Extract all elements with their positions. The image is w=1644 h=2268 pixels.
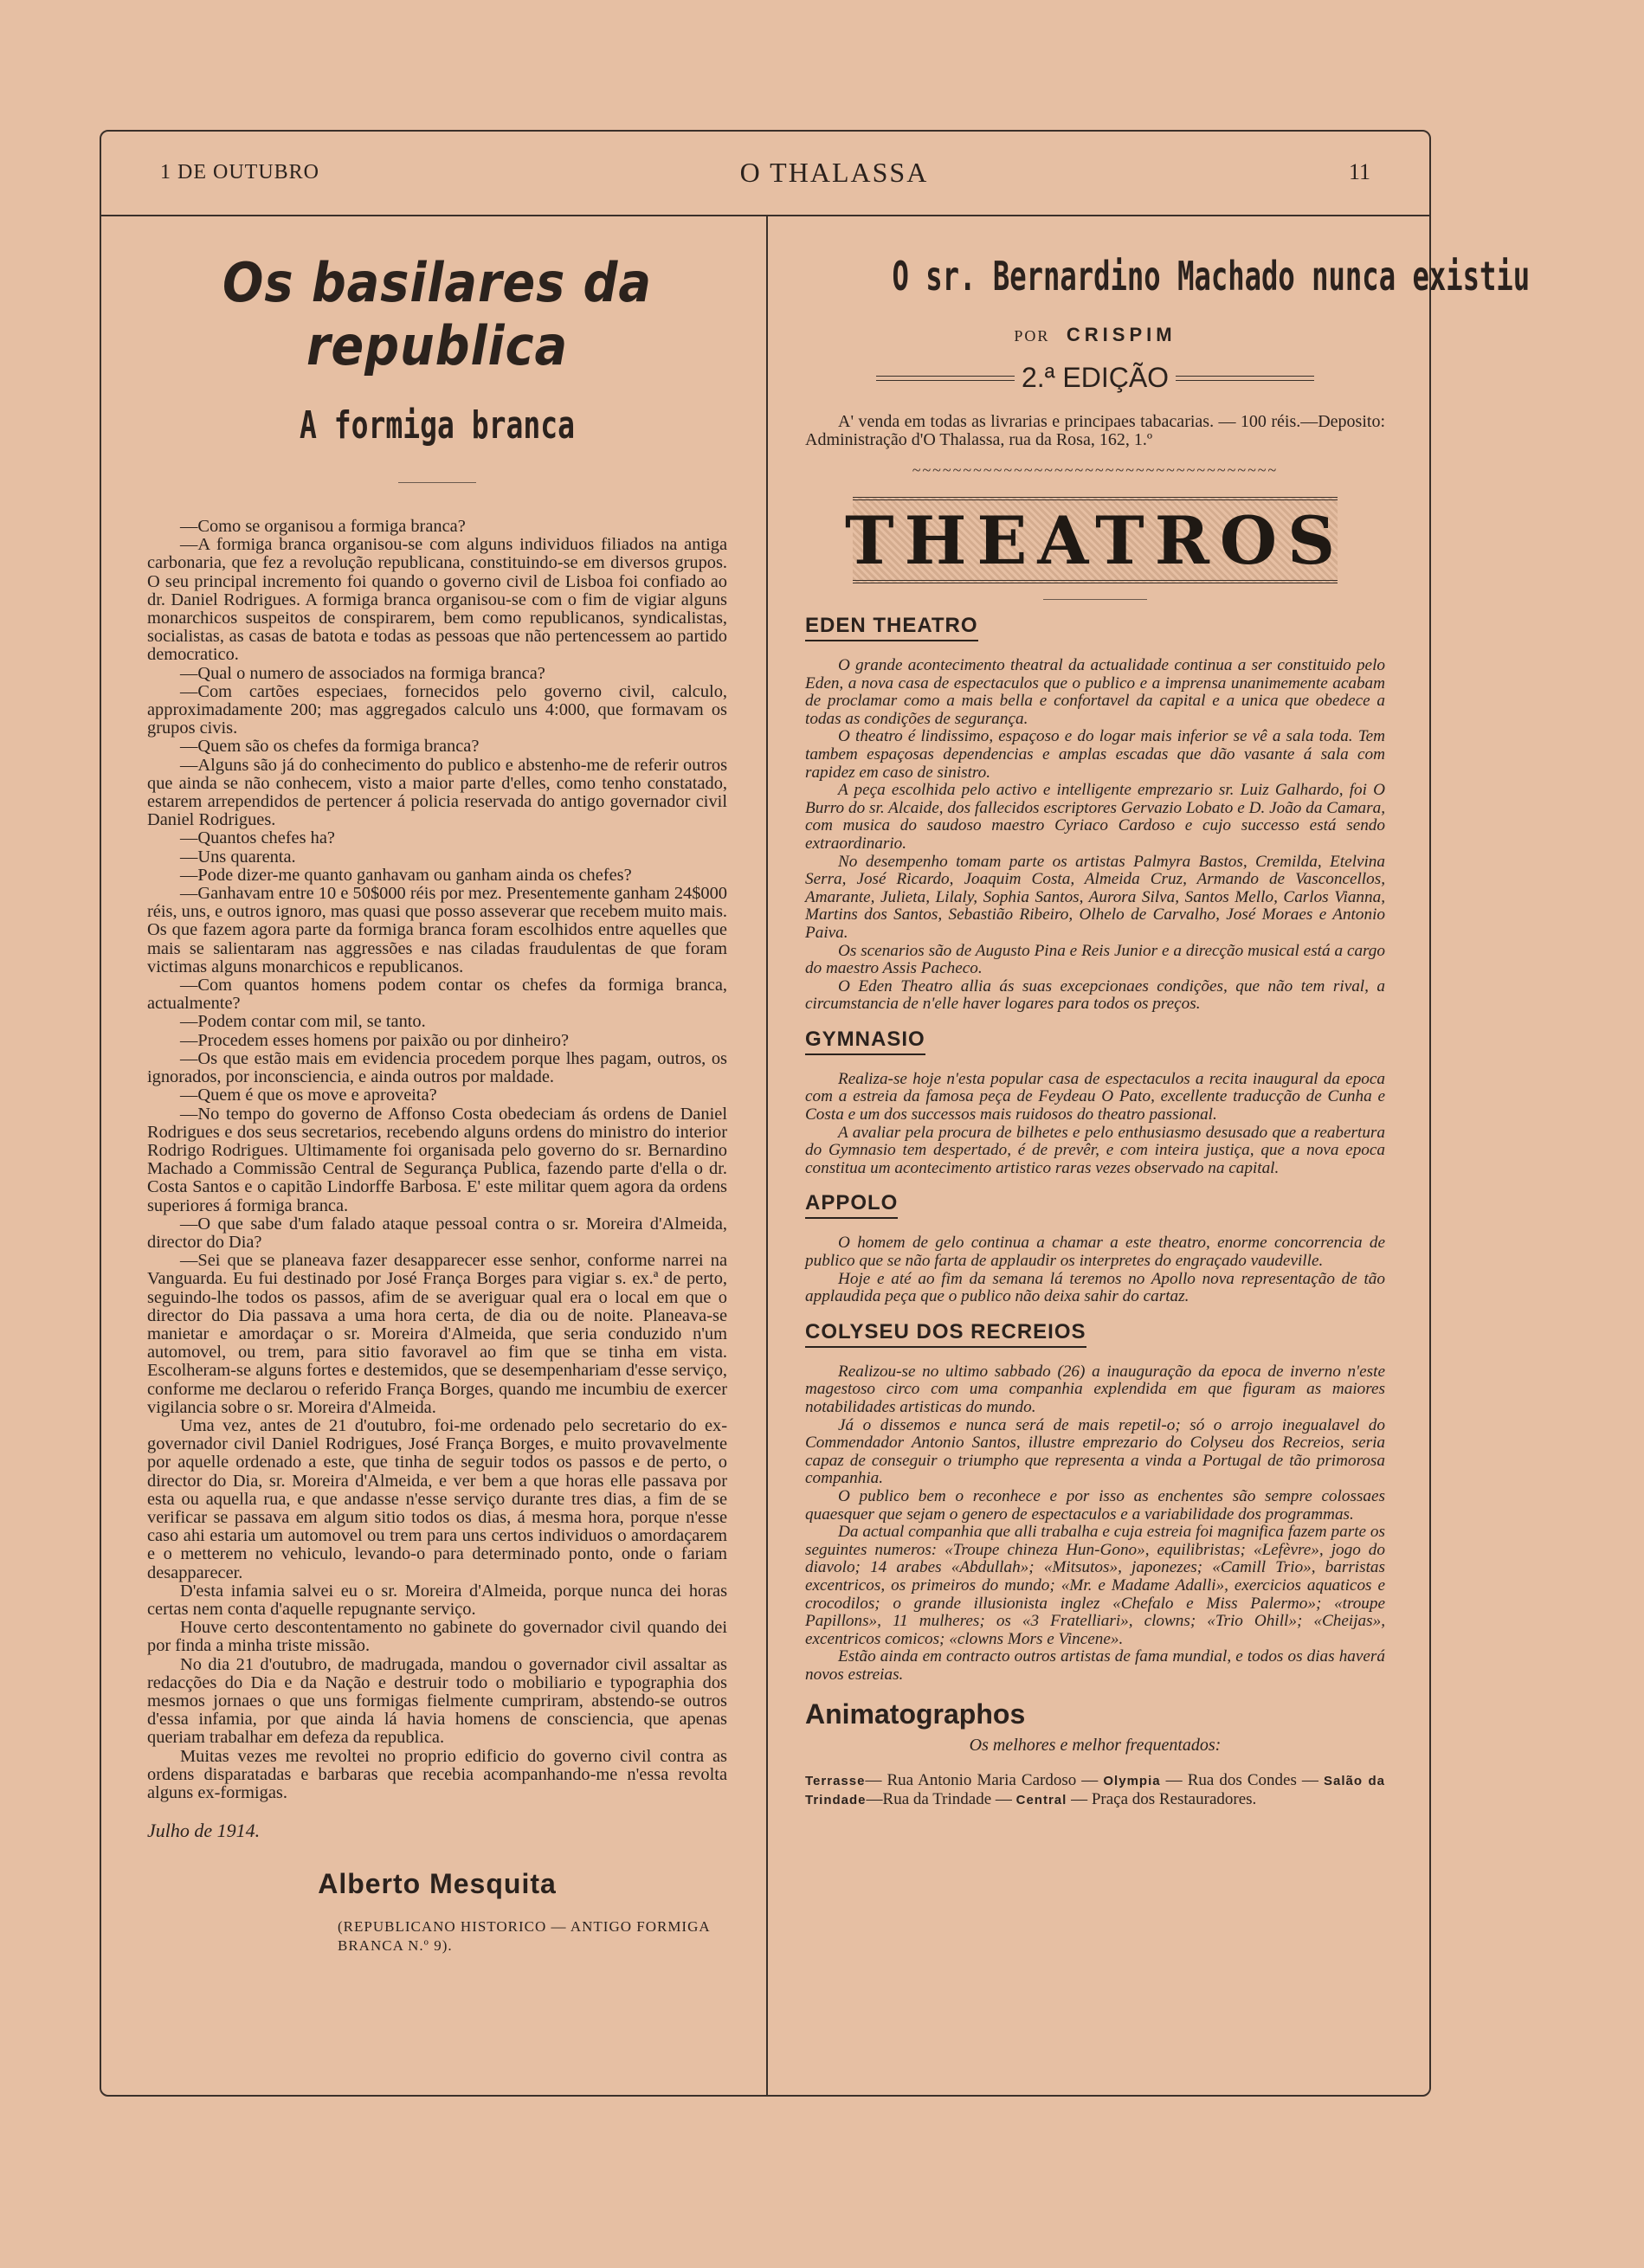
edition-rule-right <box>1176 376 1314 381</box>
article-paragraph: —Quantos chefes ha? <box>180 828 335 848</box>
article-paragraph: —Quem são os chefes da formiga branca? <box>180 737 480 757</box>
section-paragraph: O publico bem o reconhece e por isso as enchentes são sempre colossaes quaesquer que sejam o genero de espectaculos e a variabilidade dos programmas. <box>805 1486 1385 1524</box>
author-note: (REPUBLICANO HISTORICO — ANTIGO FORMIGA BRANCA N.º 9). <box>338 1918 710 1955</box>
right-column <box>805 234 1531 1809</box>
edition-line <box>805 362 1385 394</box>
article-paragraph: —Pode dizer-me quanto ganhavam ou ganham ainda os chefes? <box>180 865 632 885</box>
article-paragraph: —Podem contar com mil, se tanto. <box>180 1012 426 1032</box>
article-paragraph: D'esta infamia salvei eu o sr. Moreira d'Almeida, porque nunca dei horas certas nem conta d'aquelle repugnante serviço. <box>147 1581 727 1619</box>
column-divider <box>766 216 768 2097</box>
article-date: Julho de 1914. <box>147 1820 261 1842</box>
section-paragraph: O homem de gelo continua a chamar a este theatro, enorme concorrencia de publico que se não farta de applaudir os interpretes do engraçado vaudeville. <box>805 1234 1385 1271</box>
section-paragraph: O Eden Theatro allia ás suas excepcionaes condições, que não tem rival, a circumstancia de n'elle haver logares para todos os preços. <box>805 976 1385 1014</box>
cinema-address: — Rua dos Condes — <box>1160 1770 1324 1789</box>
section-paragraph: A avaliar pela procura de bilhetes e pelo enthusiasmo desusado que a reabertura do Gymnasio tem despertado, é de prevêr, e com inteira justiça, que a nova epoca constitua um acontecimento artistico raras vezes observado na capital. <box>805 1123 1385 1177</box>
cinema-name: Salão da Trindade <box>805 1773 1386 1807</box>
section-heading: EDEN THEATRO <box>805 614 978 641</box>
article-paragraph: Muitas vezes me revoltei no proprio edificio do governo civil contra as ordens disparatadas e barbaras que recebia acompanhando-me n'essa revolta alguns ex-formigas. <box>147 1746 727 1803</box>
section-heading: COLYSEU DOS RECREIOS <box>805 1320 1086 1348</box>
author-signature: Alberto Mesquita <box>318 1868 557 1900</box>
section-paragraph: A peça escolhida pelo activo e intelligente emprezario sr. Luiz Galhardo, foi O Burro do sr. Alcaide, dos fallecidos escriptores Gervazio Lobato e D. João da Camara, com musica do saudoso maestro Cyriaco Cardoso e cujo successo está sendo extraordinario. <box>805 781 1385 853</box>
animatographos-heading: Animatographos <box>805 1698 1026 1730</box>
section-heading: GYMNASIO <box>805 1028 925 1055</box>
section-paragraph: Hoje e até ao fim da semana lá teremos no Apollo nova representação de tão applaudida peça que o publico não deixa sahir do cartaz. <box>805 1269 1385 1306</box>
cinema-address: —Rua da Trindade — <box>866 1789 1016 1808</box>
section-paragraph: Já o dissemos e nunca será de mais repetil-o; só o arrojo inegualavel do Commendador Antonio Santos, illustre emprezario do Colyseu dos Recreios, seria capaz de conseguir o triumpho que representa a vinda a Portugal de tão primorosa companhia. <box>805 1415 1385 1488</box>
byline-author: CRISPIM <box>1066 324 1177 345</box>
section-body <box>805 657 1385 1014</box>
article-title: Os basilares da republica <box>222 251 652 377</box>
edition-rule-left <box>876 376 1015 381</box>
section-heading: APPOLO <box>805 1191 898 1219</box>
article-paragraph: —Os que estão mais em evidencia procedem porque lhes pagam, outros, os ignorados, por inconsciencia, e ainda outros por maldade. <box>147 1048 727 1087</box>
article-paragraph: —O que sabe d'um falado ataque pessoal contra o sr. Moreira d'Almeida, director do Dia? <box>147 1214 727 1252</box>
animatographos-list <box>805 1771 1385 1809</box>
sale-notice: A' venda em todas as livrarias e principaes tabacarias. — 100 réis.—Deposito: Administração d'O Thalassa, rua da Rosa, 162, 1.º <box>805 412 1385 449</box>
article-paragraph: —Uns quarenta. <box>180 847 296 867</box>
book-ad-title: O sr. Bernardino Machado nunca existiu <box>892 253 1531 300</box>
article-paragraph: —Com cartões especiaes, fornecidos pelo governo civil, calculo, approximadamente 200; mas aggregados calculo uns 4:000, que formavam os grupos civis. <box>147 681 727 738</box>
byline <box>805 324 1385 346</box>
theatre-section <box>805 1177 1385 1305</box>
section-body <box>805 1234 1385 1305</box>
article-paragraph: Houve certo descontentamento no gabinete do governador civil quando dei por finda a minha triste missão. <box>147 1618 727 1656</box>
cinema-name: Central <box>1015 1792 1067 1807</box>
section-paragraph: Estão ainda em contracto outros artistas de fama mundial, e todos os dias haverá novos estreias. <box>805 1647 1385 1684</box>
article-subtitle: A formiga branca <box>300 403 575 448</box>
theatros-banner: THEATROS <box>853 497 1338 583</box>
left-column <box>147 234 727 1956</box>
section-body <box>805 1363 1385 1685</box>
cinema-address: — Praça dos Restauradores. <box>1067 1789 1257 1808</box>
article-paragraph: —Qual o numero de associados na formiga branca? <box>180 663 545 683</box>
section-paragraph: O grande acontecimento theatral da actualidade continua a ser constituido pelo Eden, a nova casa de espectaculos que o publico e a imprensa unanimemente acabam de proclamar como a mais bella e confortavel da capital e a unica que obedece a todas as condições de segurança. <box>805 656 1385 728</box>
section-body <box>805 1071 1385 1178</box>
section-paragraph: O theatro é lindissimo, espaçoso e do logar mais inferior se vê a sala toda. Tem tambem espaçosas dependencias e amplas escadas que dão vasante á sala com rapidez em caso de sinistro. <box>805 727 1385 782</box>
section-paragraph: Os scenarios são de Augusto Pina e Reis Junior e a direcção musical está a cargo do maestro Assis Pacheco. <box>805 941 1385 978</box>
article-paragraph: —Procedem esses homens por paixão ou por dinheiro? <box>180 1030 570 1050</box>
theatre-section <box>805 600 1385 1014</box>
article-paragraph: No dia 21 d'outubro, de madrugada, mandou o governador civil assaltar as redacções do Dia e da Nação e destruir todo o mobiliario e typographia dos mesmos jornaes o que uns formigas fielmente cumpriram, abstendo-se outros d'essa infamia, por que ainda lá havia homens de consciencia, que apenas queriam trabalhar em defeza da republica. <box>147 1654 727 1748</box>
section-paragraph: Realiza-se hoje n'esta popular casa de espectaculos a recita inaugural da epoca com a estreia da famosa peça de Feydeau O Pato, excellente traducção de Cunha e Costa e um dos successos mais ruidosos do theatro passional. <box>805 1069 1385 1124</box>
article-paragraph: —Quem é que os move e aproveita? <box>180 1086 437 1105</box>
article-paragraph: —Sei que se planeava fazer desapparecer esse senhor, conforme narrei na Vanguarda. Eu fui destinado por José França Borges para vigiar s. ex.ª de perto, seguindo-lhe todos os passos, afim de se averiguar qual era o local em que o director do Dia passava a uma hora certa, de dia ou de noite. Planeava-se manietar e amordaçar o sr. Moreira d'Almeida, que seria conduzido n'um automovel, ou trem, para sitio favoravel ao fim que se tinha em vista. Escolheram-se alguns fortes e destemidos, que se desempenhariam d'esse serviço, conforme me declarou o referido França Borges, quando me incumbiu de exercer vigilancia sobre o sr. Moreira d'Almeida. <box>147 1251 727 1417</box>
issue-date: 1 DE OUTUBRO <box>160 160 319 184</box>
article-paragraph: —Com quantos homens podem contar os chefes da formiga branca, actualmente? <box>147 976 727 1014</box>
edition-label: 2.ª EDIÇÃO <box>1021 362 1170 393</box>
article-paragraph: —Ganhavam entre 10 e 50$000 réis por mez. Presentemente ganham 24$000 réis, uns, e outros ignoro, mas quasi que posso asseverar que recebem muito mais. Os que fazem agora parte da formiga branca foram escolhidos entre aquelles que mais se salientaram nas aggressões e nas ciladas fraudulentas de que foram victimas alguns monarchicos e republicanos. <box>147 884 727 976</box>
page-number: 11 <box>1348 159 1370 184</box>
theatre-sections <box>805 600 1385 1685</box>
page-header <box>100 130 1431 216</box>
cinema-name: Terrasse <box>805 1773 866 1788</box>
cinema-name: Olympia <box>1103 1773 1161 1788</box>
article-paragraph: —A formiga branca organisou-se com alguns individuos filiados na antiga carbonaria, que fez a revolução republicana, constituindo-se em diversos grupos. O seu principal incremento foi quando o governo civil de Lisboa foi confiado ao dr. Daniel Rodrigues. A formiga branca organisou-se com o fim de vigiar alguns monarchicos suspeitos de conspirarem, bem como republicanos, syndicalistas, socialistas, as casas de batota e todas as pessoas que não pertencessem ao partido democratico. <box>147 535 727 665</box>
newspaper-title: O THALASSA <box>739 156 929 188</box>
section-paragraph: No desempenho tomam parte os artistas Palmyra Bastos, Cremilda, Etelvina Serra, José Ricardo, Joaquim Costa, Almeida Cruz, Armando de Vasconcellos, Amarante, Julieta, Lilaly, Sophia Santos, Aurora Silva, Santos Mello, Carlos Vianna, Martins dos Santos, Sebastião Ribeiro, Olhelo de Carvalho, José Moraes e Antonio Paiva. <box>805 852 1385 942</box>
ornament-divider: ~~~~~~~~~~~~~~~~~~~~~~~~~~~~~~~~~~~~ <box>912 461 1279 479</box>
article-paragraph: —Como se organisou a formiga branca? <box>180 517 466 536</box>
section-paragraph: Realizou-se no ultimo sabbado (26) a inauguração da epoca de inverno n'este magestoso circo com uma companhia explendida em que figuram as maiores notabilidades artisticas do mundo. <box>805 1362 1385 1416</box>
article-body <box>147 518 727 1802</box>
byline-por: POR <box>1014 327 1050 345</box>
article-paragraph: —Alguns são já do conhecimento do publico e abstenho-me de referir outros que ainda se não conhecem, visto a maior parte d'elles, como tenho constatado, estarem arrependidos de pertencer á policia reservada do antigo governador civil Daniel Rodrigues. <box>147 755 727 830</box>
article-paragraph: Uma vez, antes de 21 d'outubro, foi-me ordenado pelo secretario do ex-governador civil Daniel Rodrigues, José França Borges, e muito provavelmente por aquelle ordenado a este, que tinha de seguir todos os passos e de perto, o director do Dia, sr. Moreira d'Almeida, e ver bem a que horas elle passava por esta ou aquella rua, e que andasse n'esse serviço durante tres dias, a fim de se verificar se passava em algum sitio todos os dias, á mesma hora, porque n'esse caso ahi estaria um automovel ou trem para uns certos individuos o amordaçarem e o metterem no vehiculo, levando-o para determinado ponto, onde o fariam desapparecer. <box>147 1415 727 1582</box>
cinema-address: — Rua Antonio Maria Cardoso — <box>865 1770 1104 1789</box>
section-paragraph: Da actual companhia que alli trabalha e cuja estreia foi magnifica fazem parte os seguintes numeros: «Troupe chineza Hun-Gono», equilibristas; «Lefèvre», jogo do diavolo; 14 arabes «Abdullah»; «Mitsutos», japonezes; «Camill Trio», barristas excentricos, os primeiros do mundo; «Mr. e Madame Adalli», exercicios aquaticos e crocodilos; o grande illusionista inglez «Chefalo e Miss Palermo»; «troupe Papillons», 11 mulheres; os «3 Fratelliari», clowns; «Trio Ohill»; «Cheijas», excentricos comicos; «clowns Mors e Vincene». <box>805 1523 1385 1648</box>
theatre-section <box>805 1306 1385 1685</box>
theatre-section <box>805 1014 1385 1178</box>
rule <box>398 482 476 483</box>
article-paragraph: —No tempo do governo de Affonso Costa obedeciam ás ordens de Daniel Rodrigues e dos seus secretarios, recebendo alguns ordens do ministro do interior Rodrigo Rodrigues. Ultimamente foi organisada pelo governo do sr. Bernardino Machado a Commissão Central de Segurança Publica, fazendo parte d'ella o dr. Costa Santos e o capitão Lindorffe Barbosa. E' este militar quem agora da ordens superiores á formiga branca. <box>147 1104 727 1215</box>
animatographos-subtitle: Os melhores e melhor frequentados: <box>969 1735 1222 1755</box>
